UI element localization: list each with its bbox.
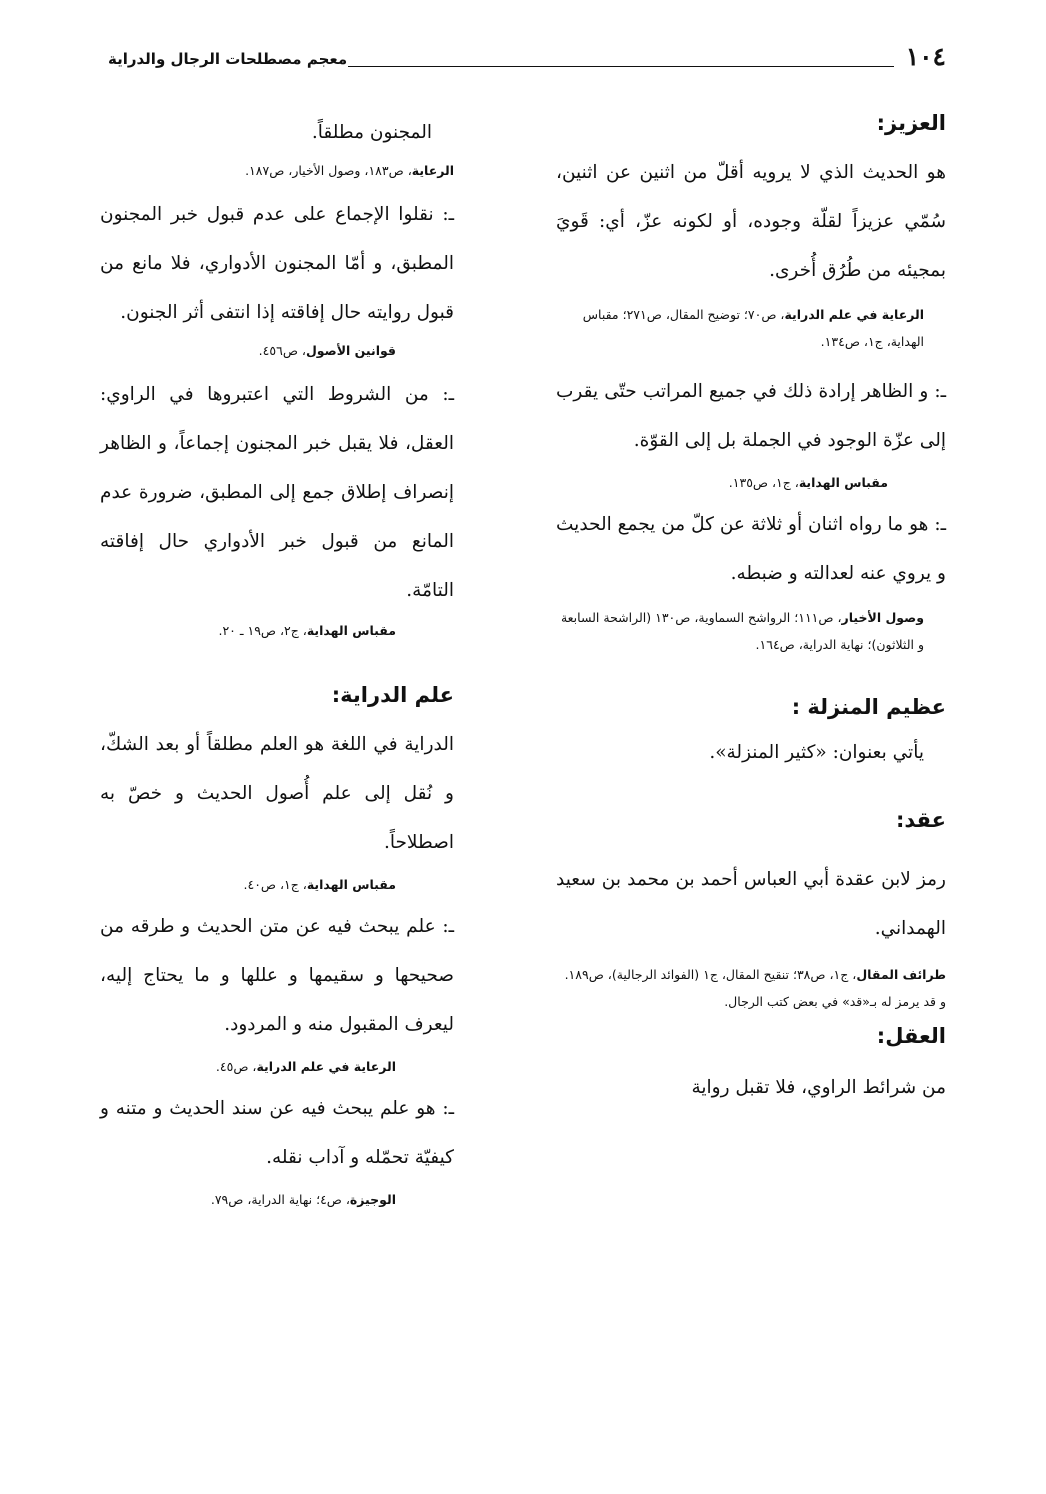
entry-heading: العقل: [876,1024,946,1048]
page-header [108,42,946,82]
entry-text: ـ: هو ما رواه اثنان أو ثلاثة عن كلّ من يجمع الحديث و يروي عنه لعدالته و ضبطه. [556,514,946,584]
reference-title: طرائف المقال [856,967,946,982]
source-reference [556,961,946,1015]
reference-title: مقباس الهداية [306,877,396,892]
entry-text: من شرائط الراوي، فلا تقبل رواية [691,1077,946,1098]
page-number: ١٠٤ [905,42,946,71]
source-reference [100,157,454,184]
reference-title: قوانين الأصول [305,343,396,358]
entry-heading: عقد: [896,808,946,832]
entry-heading: علم الدراية: [331,683,454,707]
reference-details: ، ص٤٥. [215,1059,257,1074]
source-reference [100,617,454,644]
reference-title: الرعاية في علم الدراية [784,307,924,322]
reference-details: ، ص١٨٣، وصول الأخيار، ص١٨٧. [245,163,412,178]
entry-text: ـ: من الشروط التي اعتبروها في الراوي: العقل، فلا يقبل خبر المجنون إجماعاً، و الظاهر إنصراف إطلاق جمع إلى المطبق، ضرورة عدم المانع من قبول خبر الأدواري حال إفاقته التامّة. [100,384,454,601]
reference-title: الرعاية [411,163,454,178]
source-reference [100,1186,454,1213]
reference-title: الوجيزة [349,1192,396,1207]
reference-details: ، ص٤٥٦. [258,343,306,358]
reference-details: ، ج١، ص٤٠. [243,877,307,892]
entry-text: ـ: نقلوا الإجماع على عدم قبول خبر المجنون المطبق، و أمّا المجنون الأدواري، فلا مانع من قبول روايته حال إفاقته إذا انتفى أثر الجنون. [100,204,454,323]
entry-text: الدراية في اللغة هو العلم مطلقاً أو بعد الشكّ، و نُقل إلى علم أُصول الحديث و خصّ به اصطلاحاً. [100,734,454,853]
reference-details: ، ص٤؛ نهاية الدراية، ص٧٩. [210,1192,350,1207]
reference-title: وصول الأخيار [841,610,924,625]
source-reference [100,1053,454,1080]
reference-title: مقباس الهداية [306,623,396,638]
reference-details: ، ج١، ص١٣٥. [728,475,799,490]
source-reference [556,301,946,355]
reference-details: ، ص٧٠؛ توضيح المقال، ص٢٧١؛ مقباس الهداية، ج١، ص١٣٤. [582,307,924,349]
entry-text: رمز لابن عقدة أبي العباس أحمد بن محمد بن سعيد الهمداني. [556,869,946,939]
reference-title: مقباس الهداية [798,475,888,490]
entry-text: ـ: و الظاهر إرادة ذلك في جميع المراتب حتّى يقرب إلى عزّة الوجود في الجملة بل إلى القوّة. [556,381,946,451]
reference-details: ، ج١، ص٣٨؛ تنقيح المقال، ج١ (الفوائد الرجالية)، ص١٨٩. و قد يرمز له بـ«قد» في بعض كتب الرجال. [564,967,946,1009]
reference-details: ، ج٢، ص١٩ ـ ٢٠. [218,623,307,638]
entry-text: هو الحديث الذي لا يرويه أقلّ من اثنين عن اثنين، سُمّي عزيزاً لقلّة وجوده، أو لكونه عزّ، أي: قَويَ بمجيئه من طُرُق أُخرى. [556,162,946,281]
entry-text: ـ: هو علم يبحث فيه عن سند الحديث و متنه و كيفيّة تحمّله و آداب نقله. [100,1098,454,1168]
left-column [100,108,454,1213]
reference-title: الرعاية في علم الدراية [256,1059,396,1074]
book-title: معجم مصطلحات الرجال والدراية [108,50,348,68]
source-reference [100,337,454,364]
entry-text: ـ: علم يبحث فيه عن متن الحديث و طرقه من صحيحها و سقيمها و عللها و ما يحتاج إليه، ليعرف المقبول منه و المردود. [100,916,454,1035]
source-reference [556,604,946,658]
header-rule [348,66,894,67]
entry-heading: عظيم المنزلة : [791,695,946,719]
source-reference [556,469,946,496]
entry-text: المجنون مطلقاً. [311,122,432,143]
right-column [556,108,946,1112]
reference-details: ، ص١١١؛ الرواشح السماوية، ص١٣٠ (الراشحة السابعة و الثلاثون)؛ نهاية الدراية، ص١٦٤. [560,610,924,652]
source-reference [100,871,454,898]
entry-text: يأتي بعنوان: «كثير المنزلة». [709,742,924,763]
entry-heading: العزيز: [876,111,946,135]
